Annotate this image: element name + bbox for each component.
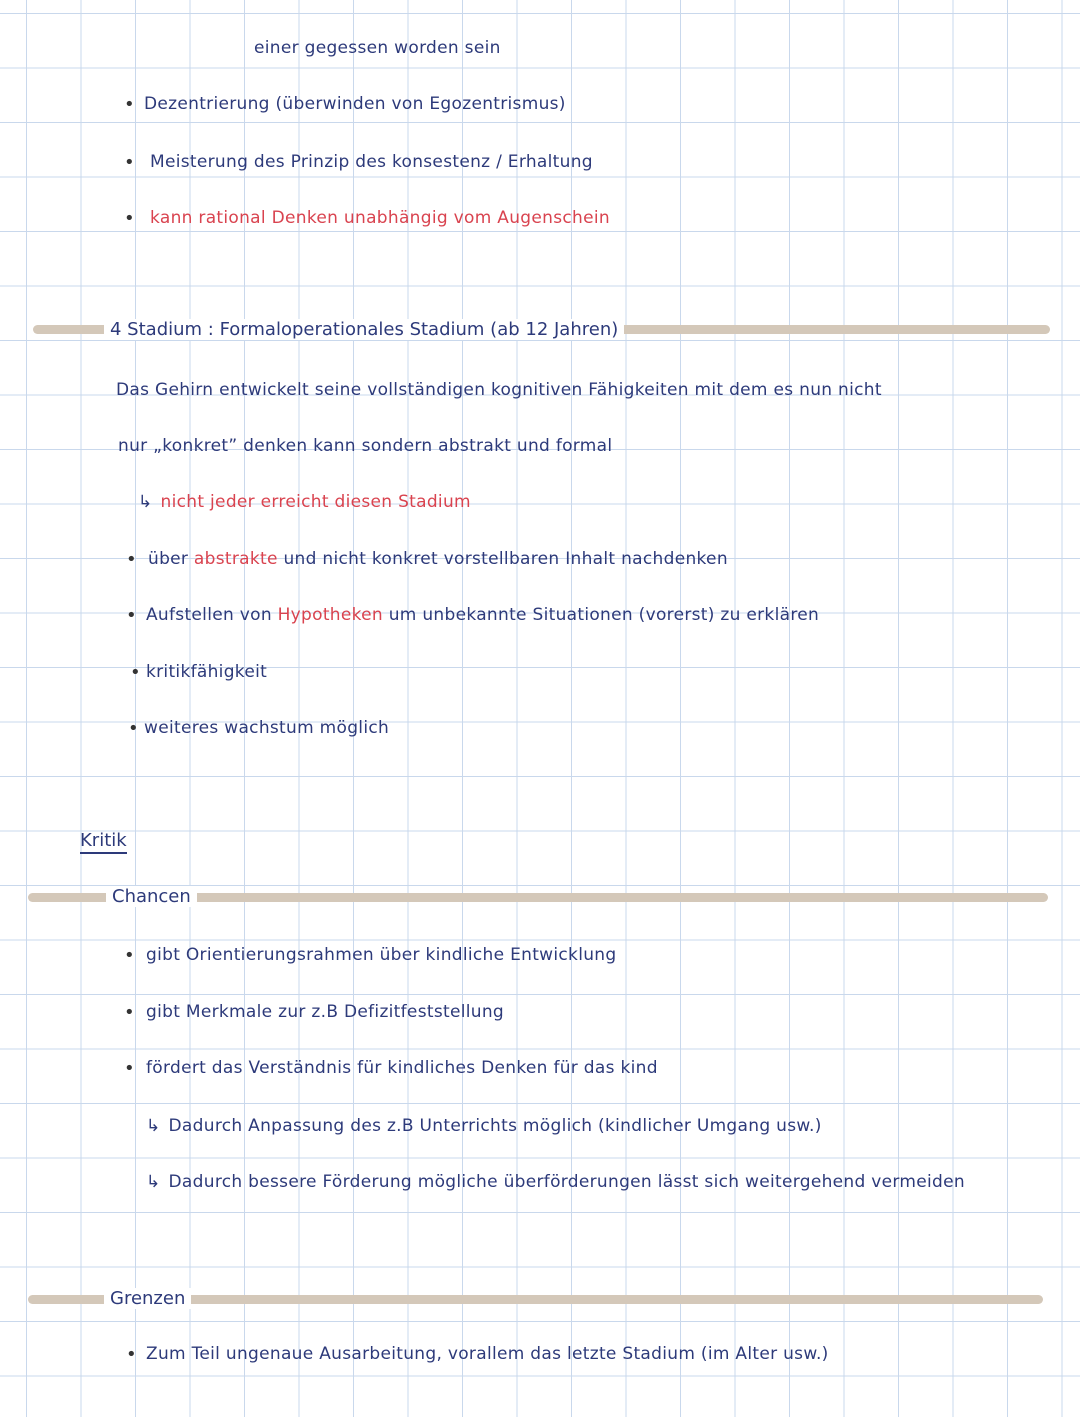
list-item: Dezentrierung (überwinden von Egozentrismus) [144, 94, 566, 114]
bullet: • [124, 152, 135, 173]
paragraph-line: nur „konkret” denken kann sondern abstrakt und formal [118, 436, 613, 456]
list-item: Meisterung des Prinzip des konsestenz / Erhaltung [150, 152, 593, 172]
arrow-icon: ↳ [146, 1116, 161, 1136]
list-item: Zum Teil ungenaue Ausarbeitung, vorallem das letzte Stadium (im Alter usw.) [146, 1344, 829, 1364]
bullet: • [124, 1002, 135, 1023]
bullet: • [124, 208, 135, 229]
note-text: nicht jeder erreicht diesen Stadium [160, 492, 471, 512]
arrow-icon: ↳ [138, 492, 153, 512]
sub-item: ↳ Dadurch Anpassung des z.B Unterrichts möglich (kindlicher Umgang usw.) [146, 1116, 822, 1136]
list-item: kritikfähigkeit [146, 662, 268, 682]
bullet: • [124, 1058, 135, 1079]
list-item: fördert das Verständnis für kindliches Denken für das kind [146, 1058, 658, 1078]
sub-item: ↳ Dadurch bessere Förderung mögliche überförderungen lässt sich weitergehend vermeiden [146, 1172, 965, 1192]
bullet: • [128, 718, 139, 739]
list-item: weiteres wachstum möglich [144, 718, 390, 738]
bullet: • [124, 945, 135, 966]
continuation-text: einer gegessen worden sein [254, 38, 501, 58]
list-item: gibt Orientierungsrahmen über kindliche Entwicklung [146, 945, 617, 965]
paragraph-line: Das Gehirn entwickelt seine vollständigen kognitiven Fähigkeiten mit dem es nun nicht [116, 380, 882, 400]
arrow-icon: ↳ [146, 1172, 161, 1192]
kritik-heading: Kritik [80, 830, 127, 854]
note-line [138, 492, 471, 512]
bullet: • [124, 94, 135, 115]
bullet: • [126, 1344, 137, 1365]
list-item: Aufstellen von Hypotheken um unbekannte Situationen (vorerst) zu erklären [146, 605, 820, 625]
list-item: kann rational Denken unabhängig vom Augenschein [150, 208, 610, 228]
bullet: • [126, 549, 137, 570]
section-heading: 4 Stadium : Formaloperationales Stadium (ab 12 Jahren) [104, 319, 624, 340]
grenzen-heading: Grenzen [104, 1288, 191, 1309]
chancen-heading: Chancen [106, 886, 197, 907]
bullet: • [126, 605, 137, 626]
bullet: • [130, 662, 141, 683]
list-item: über abstrakte und nicht konkret vorstellbaren Inhalt nachdenken [148, 549, 728, 569]
list-item: gibt Merkmale zur z.B Defizitfeststellung [146, 1002, 504, 1022]
